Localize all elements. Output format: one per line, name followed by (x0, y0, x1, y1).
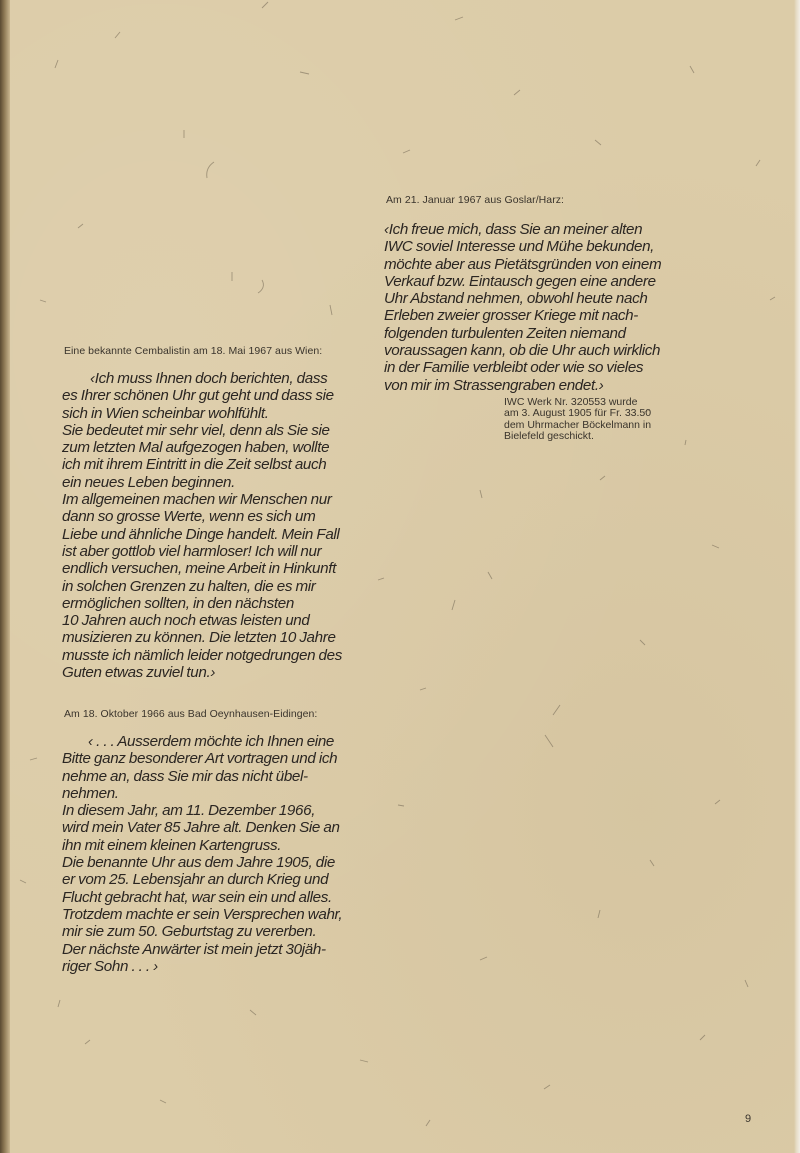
letter-heading-wien: Eine bekannte Cembalistin am 18. Mai 1967 aus Wien: (64, 345, 323, 357)
quote-line: Uhr Abstand nehmen, obwohl heute nach (384, 290, 648, 308)
quote-line: es Ihrer schönen Uhr gut geht und dass sie (62, 387, 334, 405)
quote-line: Trotzdem machte er sein Versprechen wahr, (62, 905, 343, 923)
quote-line: wird mein Vater 85 Jahre alt. Denken Sie an (62, 819, 340, 837)
letter-quote-goslar (384, 221, 661, 394)
page-number: 9 (745, 1113, 752, 1125)
quote-line: riger Sohn . . . › (62, 957, 158, 975)
quote-line: nehmen. (62, 784, 119, 802)
quote-line: ihn mit einem kleinen Kartengruss. (62, 836, 282, 854)
quote-line: sich in Wien scheinbar wohlfühlt. (62, 404, 269, 422)
letter-heading-goslar: Am 21. Januar 1967 aus Goslar/Harz: (386, 194, 565, 206)
quote-line: er vom 25. Lebensjahr an durch Krieg und (62, 871, 329, 889)
watch-provenance-note (504, 397, 651, 443)
quote-line: Im allgemeinen machen wir Menschen nur (62, 491, 332, 509)
quote-line: musste ich nämlich leider notgedrungen des (62, 646, 342, 664)
note-line: dem Uhrmacher Böckelmann in (504, 418, 652, 431)
note-line: Bielefeld geschickt. (504, 430, 594, 443)
quote-line: Sie bedeutet mir sehr viel, denn als Sie sie (62, 421, 330, 439)
note-line: am 3. August 1905 für Fr. 33.50 (504, 407, 652, 420)
quote-line: musizieren zu können. Die letzten 10 Jahre (62, 629, 336, 647)
quote-line: Die benannte Uhr aus dem Jahre 1905, die (62, 854, 335, 872)
letter-quote-wien (62, 370, 342, 681)
quote-line: 10 Jahren auch noch etwas leisten und (62, 612, 310, 630)
quote-line: in der Familie verbleibt oder wie so vieles (384, 359, 644, 377)
quote-line: Guten etwas zuviel tun.› (62, 664, 216, 682)
quote-line: mir sie zum 50. Geburtstag zu vererben. (62, 923, 317, 941)
quote-line: ein neues Leben beginnen. (62, 473, 236, 491)
quote-line: IWC soviel Interesse und Mühe bekunden, (384, 238, 655, 256)
quote-line: dann so grosse Werte, wenn es sich um (62, 508, 316, 526)
quote-line: nehme an, dass Sie mir das nicht übel- (62, 767, 308, 785)
quote-line: folgenden turbulenten Zeiten niemand (384, 324, 626, 342)
quote-line: möchte aber aus Pietätsgründen von einem (384, 255, 662, 273)
letter-quote-oeynhausen (62, 733, 342, 975)
quote-line: ich mit ihrem Eintritt in die Zeit selbst auch (62, 456, 327, 474)
quote-line: ist aber gottlob viel harmloser! Ich will nur (62, 542, 322, 560)
quote-line: Liebe und ähnliche Dinge handelt. Mein Fall (62, 525, 340, 543)
quote-line: von mir im Strassengraben endet.› (384, 376, 604, 394)
letter-heading-oeynhausen: Am 18. Oktober 1966 aus Bad Oeynhausen-Eidingen: (64, 708, 318, 720)
quote-line: ‹Ich muss Ihnen doch berichten, dass (90, 370, 328, 387)
quote-line: in solchen Grenzen zu halten, die es mir (62, 577, 316, 595)
quote-line: Der nächste Anwärter ist mein jetzt 30jäh- (62, 940, 326, 958)
quote-line: ‹ . . . Ausserdem möchte ich Ihnen eine (88, 733, 335, 750)
quote-line: Bitte ganz besonderer Art vortragen und ich (62, 750, 338, 768)
quote-line: zum letzten Mal aufgezogen haben, wollte (62, 439, 330, 457)
note-line: IWC Werk Nr. 320553 wurde (504, 396, 638, 408)
quote-line: Verkauf bzw. Eintausch gegen eine andere (384, 272, 656, 290)
quote-line: ermöglichen sollten, in den nächsten (62, 594, 294, 612)
quote-line: Erleben zweier grosser Kriege mit nach- (384, 307, 638, 325)
quote-line: In diesem Jahr, am 11. Dezember 1966, (62, 802, 316, 820)
quote-line: voraussagen kann, ob die Uhr auch wirklich (384, 342, 661, 360)
quote-line: Flucht gebracht hat, war sein ein und alles. (62, 888, 332, 906)
quote-line: ‹Ich freue mich, dass Sie an meiner alten (384, 221, 643, 238)
quote-line: endlich versuchen, meine Arbeit in Hinkunft (62, 560, 336, 578)
